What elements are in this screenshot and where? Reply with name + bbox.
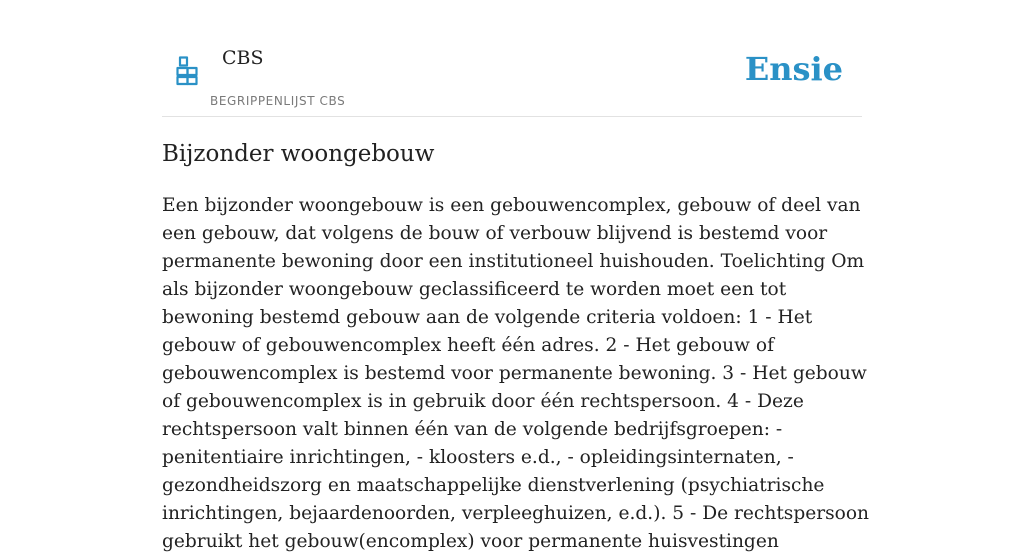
term-title: Bijzonder woongebouw bbox=[162, 141, 435, 167]
header bbox=[162, 0, 862, 117]
term-definition: Een bijzonder woongebouw is een gebouwencomplex, gebouw of deel van een gebouw, dat volgens de bouw of verbouw blijvend is bestemd voor permanente bewoning door een institutioneel huishouden. Toelichting Om als bijzonder woongebouw geclassificeerd te worden moet een tot bewoning bestemd gebouw aan de volgende criteria voldoen: 1 - Het gebouw of gebouwencomplex heeft één adres. 2 - Het gebouw of gebouwencomplex is bestemd voor permanente bewoning. 3 - Het gebouw of gebouwencomplex is in gebruik door één rechtspersoon. 4 - Deze rechtspersoon valt binnen één van de volgende bedrijfsgroepen: - penitentiaire inrichtingen, - kloosters e.d., - opleidingsinternaten, - gezondheidszorg en maatschappelijke dienstverlening (psychiatrische inrichtingen, bejaardenoorden, verpleeghuizen, e.d.). 5 - De rechtspersoon gebruikt het gebouw(encomplex) voor permanente huisvestingen bbox=[162, 195, 870, 552]
cbs-logo-icon bbox=[176, 56, 198, 86]
ensie-brand-link[interactable]: Ensie bbox=[744, 50, 843, 88]
collection-name[interactable]: BEGRIPPENLIJST CBS bbox=[210, 94, 346, 108]
collection-owner[interactable]: CBS bbox=[222, 47, 264, 69]
